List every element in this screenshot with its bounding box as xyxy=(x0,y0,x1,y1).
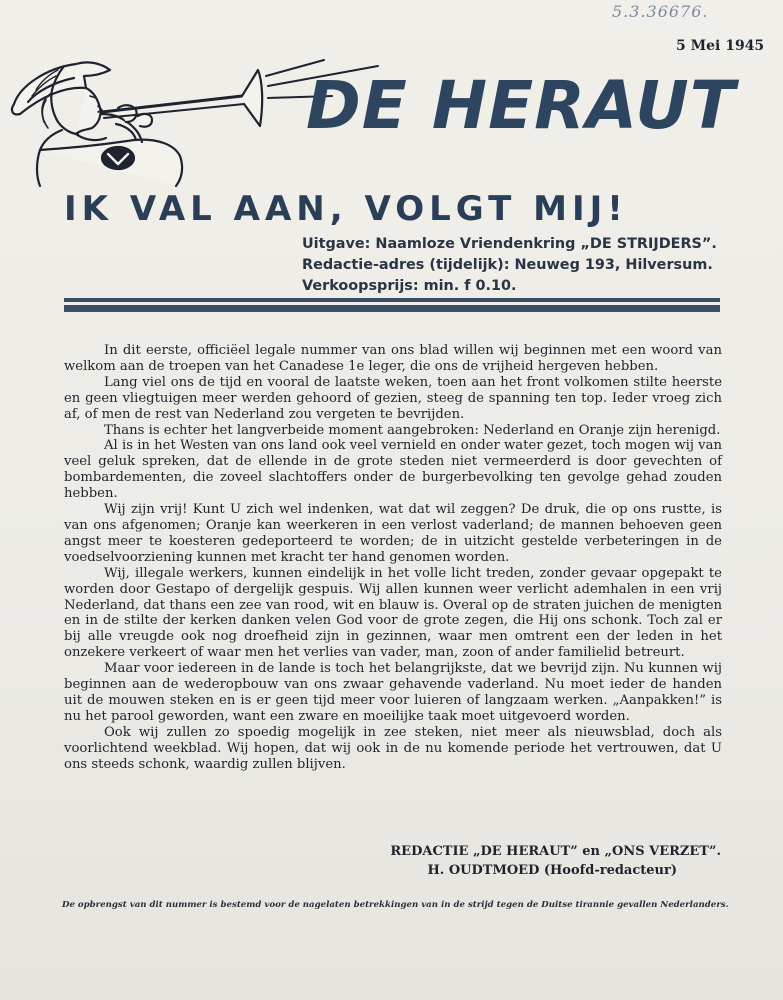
editor-name: H. OUDTMOED (Hoofd-redacteur) xyxy=(427,863,677,878)
article-paragraph: Al is in het Westen van ons land ook veel vernield en onder water gezet, toch mogen wij van veel geluk spreken, dat de ellende in de grote steden niet vermeerderd is door gevechten of bombardementen, die zoveel slachtoffers onder de burgerbevolking ten gevolge gehad zouden hebben. xyxy=(64,438,722,502)
issue-date: 5 Mei 1945 xyxy=(676,38,765,54)
publication-info xyxy=(302,234,717,297)
article-paragraph: In dit eerste, officiëel legale nummer van ons blad willen wij beginnen met een woord van welkom aan de troepen van het Canadese 1e leger, die ons de vrijheid hergeven hebben. xyxy=(64,343,722,374)
article-paragraph: Maar voor iedereen in de lande is toch het belangrijkste, dat we bevrijd zijn. Nu kunnen wij beginnen aan de wederopbouw van ons zwaar gehavende vaderland. Nu moet ieder de handen uit de mouwen steken en is er geen tijd meer voor luieren of langzaam werken. „Aanpakken!” is nu het parool geworden, want een zware en moeilijke taak moet uitgevoerd worden. xyxy=(64,661,722,724)
signature-block xyxy=(390,842,721,880)
divider-band xyxy=(64,305,720,312)
article-paragraph: Thans is echter het langverbeide moment aangebroken: Nederland en Oranje zijn herenigd. xyxy=(104,422,721,438)
article-paragraph: Lang viel ons de tijd en vooral de laatste weken, toen aan het front volkomen stilte heerste en geen vliegtuigen meer werden gehoord of gezien, steeg de spanning ten top. Ieder vroeg zich af, of men de rest van Nederland zou vergeten te bevrijden. xyxy=(64,374,722,422)
editors-line: REDACTIE „DE HERAUT” en „ONS VERZET”. xyxy=(390,844,721,859)
price-line: Verkoopsprijs: min. f 0.10. xyxy=(302,278,517,294)
article-paragraph: Wij, illegale werkers, kunnen eindelijk in het volle licht treden, zonder gevaar opgepakt te worden door Gestapo of dergelijk gespuis. Wij allen kunnen weer verlicht ademhalen in een vrij Nederland, dat thans een zee van rood, wit en blauw is. Overal op de straten juichen de menigten en in de stilte der kerken danken velen God voor de grote zegen, die Hij ons schonk. Toch zal er bij alle vreugde ook nog droefheid zijn in gezinnen, waar men omtrent een der leden in het onzekere verkeert of waar men het verlies van vader, man, zoon of ander familielid betreurt. xyxy=(64,565,722,661)
archive-mark: 5.3.36676. xyxy=(612,2,709,21)
article-paragraph: Wij zijn vrij! Kunt U zich wel indenken, wat dat wil zeggen? De druk, die op ons rustte, is van ons afgenomen; Oranje kan weerkeren in een verlost vaderland; de mannen behoeven geen angst meer te koesteren gedeporteerd te worden; de in uitzicht gestelde verbeteringen in de voedselvoorziening kunnen met kracht ter hand genomen worden. xyxy=(64,502,722,565)
slogan: IK VAL AAN, VOLGT MIJ! xyxy=(64,189,628,229)
article-paragraph: Ook wij zullen zo spoedig mogelijk in zee steken, niet meer als nieuwsblad, doch als voorlichtend weekblad. Wij hopen, dat wij ook in de nu komende periode het vertrouwen, dat U ons steeds schonk, waardig zullen blijven. xyxy=(64,724,722,772)
masthead-title: DE HERAUT xyxy=(306,67,736,144)
article-body xyxy=(64,343,722,772)
publisher-line: Uitgave: Naamloze Vriendenkring „DE STRIJDERS”. xyxy=(302,236,717,252)
footnote: De opbrengst van dit nummer is bestemd voor de nagelaten betrekkingen van in de strijd tegen de Duitse tirannie gevallen Nederlanders. xyxy=(62,900,729,910)
address-line: Redactie-adres (tijdelijk): Neuweg 193, Hilversum. xyxy=(302,257,713,273)
divider-rule xyxy=(64,298,720,302)
